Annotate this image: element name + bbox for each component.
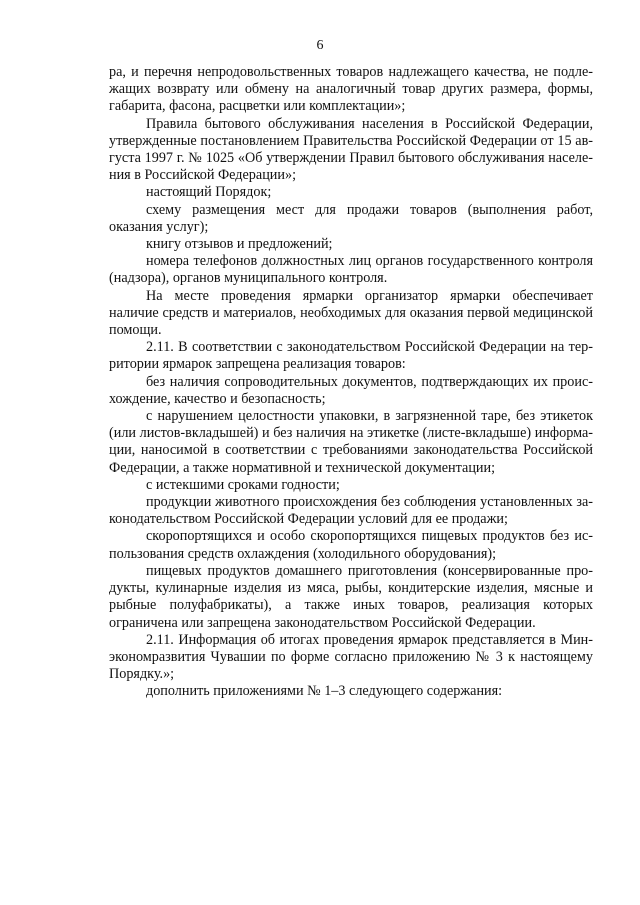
paragraph-add-appendices: дополнить приложениями № 1–3 следующего содержания: [146,683,503,700]
paragraph-perishable: скоропортящихся и особо скоропортящихся пищевых продуктов без использования средств охлаждения (холодильного оборудования); [109,528,593,562]
paragraph-feedback-book: книгу отзывов и предложений; [146,236,333,253]
paragraph-no-documents: без наличия сопроводительных документов, подтверждающих их происхождение, качество и безопасность; [109,373,593,407]
paragraph-damaged-packaging: с нарушением целостности упаковки, в загрязненной таре, без этикеток (или листов-вкладышей) и без наличия на этикетке (листе-вкладыше) информации, наносимой в соответствии с требованиями законодательства Российской Федерации, а также нормативной и технической документации; [109,408,593,476]
paragraph-household-services-rules: Правила бытового обслуживания населения в Российской Федерации, утвержденные постановлением Правительства Российской Федерации от 15 августа 1997 г. № 1025 «Об утверждении Правил бытового обслуживания населения в Российской Федерации»; [109,115,593,184]
paragraph-this-procedure: настоящий Порядок; [146,184,272,201]
paragraph-expired: с истекшими сроками годности; [146,476,340,493]
paragraph-placement-scheme: схему размещения мест для продажи товаров (выполнения работ, оказания услуг); [109,201,593,235]
paragraph-section-2-11-report: 2.11. Информация об итогах проведения ярмарок представляется в Минэкономразвития Чувашии по форме согласно приложению № 3 к настоящему Порядку.»; [109,631,593,683]
paragraph-first-aid: На месте проведения ярмарки организатор ярмарки обеспечивает наличие средств и материалов, необходимых для оказания первой медицинской помощи. [109,287,593,339]
paragraph-phone-numbers: номера телефонов должностных лиц органов государственного контроля (надзора), органов муниципального контроля. [109,253,593,287]
paragraph-section-2-11-prohibited: 2.11. В соответствии с законодательством Российской Федерации на территории ярмарок запрещена реализация товаров: [109,339,593,373]
paragraph-animal-products: продукции животного происхождения без соблюдения установленных законодательством Российской Федерации условий для ее продажи; [109,494,593,528]
document-body [109,64,593,701]
paragraph-homemade-foods: пищевых продуктов домашнего приготовления (консервированные продукты, кулинарные изделия из мяса, рыбы, кондитерские изделия, мясные и рыбные полуфабрикаты), а также иных товаров, реализация которых ограничена или запрещена законодательством Российской Федерации. [109,562,593,631]
page-number: 6 [316,38,324,53]
paragraph-continuation: ра, и перечня непродовольственных товаров надлежащего качества, не подлежащих возврату или обмену на аналогичный товар других размера, формы, габарита, фасона, расцветки или комплектации»; [109,64,593,115]
